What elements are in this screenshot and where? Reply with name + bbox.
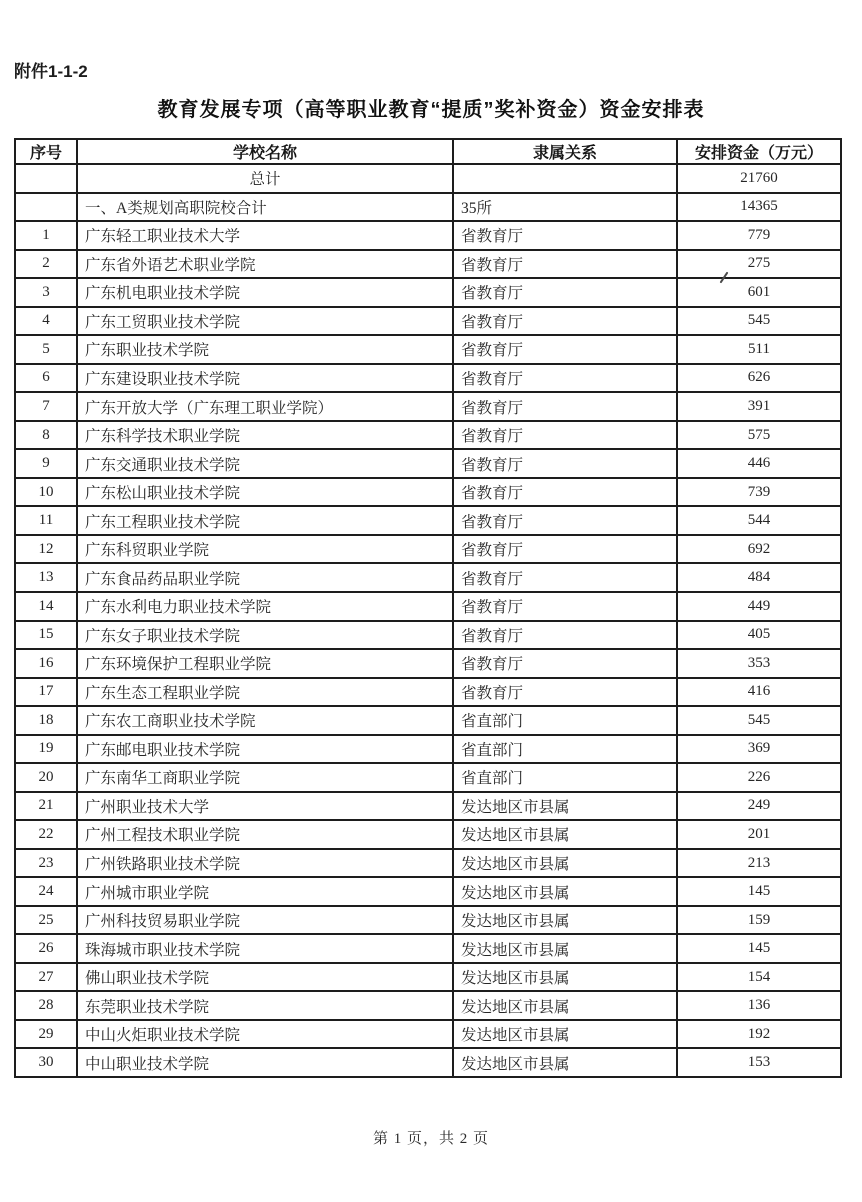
cell-amount: 545 bbox=[677, 307, 841, 336]
cell-affiliation: 发达地区市县属 bbox=[453, 906, 677, 935]
table-row bbox=[15, 392, 841, 421]
cell-amount: 484 bbox=[677, 563, 841, 592]
cell-name: 广东建设职业技术学院 bbox=[77, 364, 453, 393]
table-row bbox=[15, 621, 841, 650]
cell-name: 广州铁路职业技术学院 bbox=[77, 849, 453, 878]
cell-amount: 353 bbox=[677, 649, 841, 678]
cell-seq: 2 bbox=[15, 250, 77, 279]
cell-affiliation: 省教育厅 bbox=[453, 592, 677, 621]
table-row bbox=[15, 792, 841, 821]
cell-amount: 153 bbox=[677, 1048, 841, 1077]
column-header-0: 序号 bbox=[15, 139, 77, 164]
table-row bbox=[15, 649, 841, 678]
cell-affiliation: 省教育厅 bbox=[453, 563, 677, 592]
table-row bbox=[15, 535, 841, 564]
table-row bbox=[15, 1020, 841, 1049]
cell-name: 广州职业技术大学 bbox=[77, 792, 453, 821]
cell-name: 广州城市职业学院 bbox=[77, 877, 453, 906]
cell-affiliation: 省教育厅 bbox=[453, 506, 677, 535]
cell-seq: 3 bbox=[15, 278, 77, 307]
column-header-1: 学校名称 bbox=[77, 139, 453, 164]
cell-affiliation: 省教育厅 bbox=[453, 364, 677, 393]
table-body bbox=[15, 164, 841, 1077]
cell-affiliation: 省教育厅 bbox=[453, 478, 677, 507]
summary-row bbox=[15, 193, 841, 222]
table-row bbox=[15, 877, 841, 906]
cell-amount: 201 bbox=[677, 820, 841, 849]
cell-seq: 1 bbox=[15, 221, 77, 250]
column-header-3: 安排资金（万元） bbox=[677, 139, 841, 164]
cell-seq: 21 bbox=[15, 792, 77, 821]
cell-seq: 26 bbox=[15, 934, 77, 963]
cell-affiliation: 省教育厅 bbox=[453, 221, 677, 250]
cell-name: 广东工贸职业技术学院 bbox=[77, 307, 453, 336]
cell-seq: 13 bbox=[15, 563, 77, 592]
table-row bbox=[15, 849, 841, 878]
table-row bbox=[15, 934, 841, 963]
cell-amount: 154 bbox=[677, 963, 841, 992]
cell-name: 中山火炬职业技术学院 bbox=[77, 1020, 453, 1049]
table-row bbox=[15, 563, 841, 592]
cell-seq: 15 bbox=[15, 621, 77, 650]
cell-affiliation: 发达地区市县属 bbox=[453, 1020, 677, 1049]
cell-amount: 545 bbox=[677, 706, 841, 735]
cell-amount: 145 bbox=[677, 877, 841, 906]
cell-seq: 30 bbox=[15, 1048, 77, 1077]
cell-amount: 213 bbox=[677, 849, 841, 878]
cell-seq: 4 bbox=[15, 307, 77, 336]
cell-affiliation: 发达地区市县属 bbox=[453, 849, 677, 878]
cell-affiliation: 发达地区市县属 bbox=[453, 934, 677, 963]
cell-seq: 14 bbox=[15, 592, 77, 621]
cell-amount: 626 bbox=[677, 364, 841, 393]
attachment-label: 附件1-1-2 bbox=[14, 62, 88, 81]
table-row bbox=[15, 678, 841, 707]
table-row bbox=[15, 706, 841, 735]
cell-seq: 5 bbox=[15, 335, 77, 364]
cell-name: 广州工程技术职业学院 bbox=[77, 820, 453, 849]
cell-affiliation: 发达地区市县属 bbox=[453, 877, 677, 906]
cell-affiliation: 发达地区市县属 bbox=[453, 820, 677, 849]
cell-seq: 25 bbox=[15, 906, 77, 935]
cell-amount: 446 bbox=[677, 449, 841, 478]
cell-name: 广东交通职业技术学院 bbox=[77, 449, 453, 478]
fund-allocation-table bbox=[14, 138, 842, 1078]
cell-seq: 23 bbox=[15, 849, 77, 878]
cell-amount: 159 bbox=[677, 906, 841, 935]
cell-name: 中山职业技术学院 bbox=[77, 1048, 453, 1077]
table-row bbox=[15, 449, 841, 478]
table-row bbox=[15, 906, 841, 935]
cell-seq: 27 bbox=[15, 963, 77, 992]
cell-name: 广东食品药品职业学院 bbox=[77, 563, 453, 592]
table-row bbox=[15, 364, 841, 393]
cell-seq: 16 bbox=[15, 649, 77, 678]
cell-name: 广东开放大学（广东理工职业学院） bbox=[77, 392, 453, 421]
cell-seq: 29 bbox=[15, 1020, 77, 1049]
cell-name: 广东松山职业技术学院 bbox=[77, 478, 453, 507]
table-row bbox=[15, 506, 841, 535]
cell-name: 广东轻工职业技术大学 bbox=[77, 221, 453, 250]
table-row bbox=[15, 335, 841, 364]
cell-seq bbox=[15, 193, 77, 222]
cell-name: 广东机电职业技术学院 bbox=[77, 278, 453, 307]
cell-affiliation: 省教育厅 bbox=[453, 649, 677, 678]
table-row bbox=[15, 307, 841, 336]
cell-affiliation: 省直部门 bbox=[453, 763, 677, 792]
cell-seq: 11 bbox=[15, 506, 77, 535]
cell-amount: 136 bbox=[677, 991, 841, 1020]
cell-seq: 22 bbox=[15, 820, 77, 849]
cell-affiliation: 发达地区市县属 bbox=[453, 792, 677, 821]
cell-affiliation: 省教育厅 bbox=[453, 392, 677, 421]
cell-name: 广东工程职业技术学院 bbox=[77, 506, 453, 535]
table-row bbox=[15, 1048, 841, 1077]
column-header-2: 隶属关系 bbox=[453, 139, 677, 164]
cell-seq: 19 bbox=[15, 735, 77, 764]
cell-name: 广东邮电职业技术学院 bbox=[77, 735, 453, 764]
cell-affiliation: 省教育厅 bbox=[453, 335, 677, 364]
cell-seq: 6 bbox=[15, 364, 77, 393]
cell-affiliation bbox=[453, 164, 677, 193]
page-title: 教育发展专项（高等职业教育“提质”奖补资金）资金安排表 bbox=[157, 99, 705, 121]
cell-amount: 391 bbox=[677, 392, 841, 421]
cell-seq: 7 bbox=[15, 392, 77, 421]
page-number-footer: 第 1 页，共 2 页 bbox=[372, 1131, 489, 1147]
table-row bbox=[15, 478, 841, 507]
cell-name: 佛山职业技术学院 bbox=[77, 963, 453, 992]
cell-seq: 17 bbox=[15, 678, 77, 707]
cell-amount: 739 bbox=[677, 478, 841, 507]
cell-name: 广东环境保护工程职业学院 bbox=[77, 649, 453, 678]
cell-amount: 226 bbox=[677, 763, 841, 792]
cell-affiliation: 省教育厅 bbox=[453, 307, 677, 336]
cell-name: 广东省外语艺术职业学院 bbox=[77, 250, 453, 279]
cell-amount: 145 bbox=[677, 934, 841, 963]
cell-name: 东莞职业技术学院 bbox=[77, 991, 453, 1020]
cell-affiliation: 省教育厅 bbox=[453, 678, 677, 707]
cell-name: 广东科贸职业学院 bbox=[77, 535, 453, 564]
cell-affiliation: 发达地区市县属 bbox=[453, 991, 677, 1020]
cell-affiliation: 发达地区市县属 bbox=[453, 1048, 677, 1077]
cell-name: 广东南华工商职业学院 bbox=[77, 763, 453, 792]
header-row bbox=[15, 139, 841, 164]
cell-amount: 575 bbox=[677, 421, 841, 450]
cell-amount: 601 bbox=[677, 278, 841, 307]
table-row bbox=[15, 763, 841, 792]
cell-seq bbox=[15, 164, 77, 193]
table-row bbox=[15, 421, 841, 450]
cell-name: 广东农工商职业技术学院 bbox=[77, 706, 453, 735]
cell-amount: 21760 bbox=[677, 164, 841, 193]
cell-amount: 416 bbox=[677, 678, 841, 707]
cell-seq: 18 bbox=[15, 706, 77, 735]
cell-affiliation: 省直部门 bbox=[453, 735, 677, 764]
cell-affiliation: 35所 bbox=[453, 193, 677, 222]
cell-affiliation: 省直部门 bbox=[453, 706, 677, 735]
cell-amount: 369 bbox=[677, 735, 841, 764]
cell-amount: 405 bbox=[677, 621, 841, 650]
cell-amount: 692 bbox=[677, 535, 841, 564]
cell-amount: 511 bbox=[677, 335, 841, 364]
table-row bbox=[15, 278, 841, 307]
cell-affiliation: 省教育厅 bbox=[453, 421, 677, 450]
table-row bbox=[15, 735, 841, 764]
cell-affiliation: 省教育厅 bbox=[453, 535, 677, 564]
cell-name: 广东生态工程职业学院 bbox=[77, 678, 453, 707]
cell-seq: 9 bbox=[15, 449, 77, 478]
summary-row bbox=[15, 164, 841, 193]
cell-seq: 12 bbox=[15, 535, 77, 564]
cell-amount: 275 bbox=[677, 250, 841, 279]
cell-affiliation: 发达地区市县属 bbox=[453, 963, 677, 992]
cell-affiliation: 省教育厅 bbox=[453, 449, 677, 478]
table-row bbox=[15, 250, 841, 279]
cell-amount: 192 bbox=[677, 1020, 841, 1049]
cell-name: 珠海城市职业技术学院 bbox=[77, 934, 453, 963]
cell-seq: 10 bbox=[15, 478, 77, 507]
cell-name: 广东科学技术职业学院 bbox=[77, 421, 453, 450]
cell-amount: 449 bbox=[677, 592, 841, 621]
table-row bbox=[15, 221, 841, 250]
cell-seq: 8 bbox=[15, 421, 77, 450]
table-row bbox=[15, 820, 841, 849]
cell-seq: 28 bbox=[15, 991, 77, 1020]
cell-affiliation: 省教育厅 bbox=[453, 621, 677, 650]
table-row bbox=[15, 592, 841, 621]
cell-amount: 14365 bbox=[677, 193, 841, 222]
cell-name: 总计 bbox=[77, 164, 453, 193]
cell-amount: 779 bbox=[677, 221, 841, 250]
cell-name: 广东水利电力职业技术学院 bbox=[77, 592, 453, 621]
cell-amount: 249 bbox=[677, 792, 841, 821]
cell-name: 广东女子职业技术学院 bbox=[77, 621, 453, 650]
cell-seq: 24 bbox=[15, 877, 77, 906]
cell-name: 一、A类规划高职院校合计 bbox=[77, 193, 453, 222]
cell-seq: 20 bbox=[15, 763, 77, 792]
table-row bbox=[15, 963, 841, 992]
cell-affiliation: 省教育厅 bbox=[453, 278, 677, 307]
cell-name: 广州科技贸易职业学院 bbox=[77, 906, 453, 935]
cell-affiliation: 省教育厅 bbox=[453, 250, 677, 279]
table-header bbox=[15, 139, 841, 164]
cell-amount: 544 bbox=[677, 506, 841, 535]
table-row bbox=[15, 991, 841, 1020]
cell-name: 广东职业技术学院 bbox=[77, 335, 453, 364]
